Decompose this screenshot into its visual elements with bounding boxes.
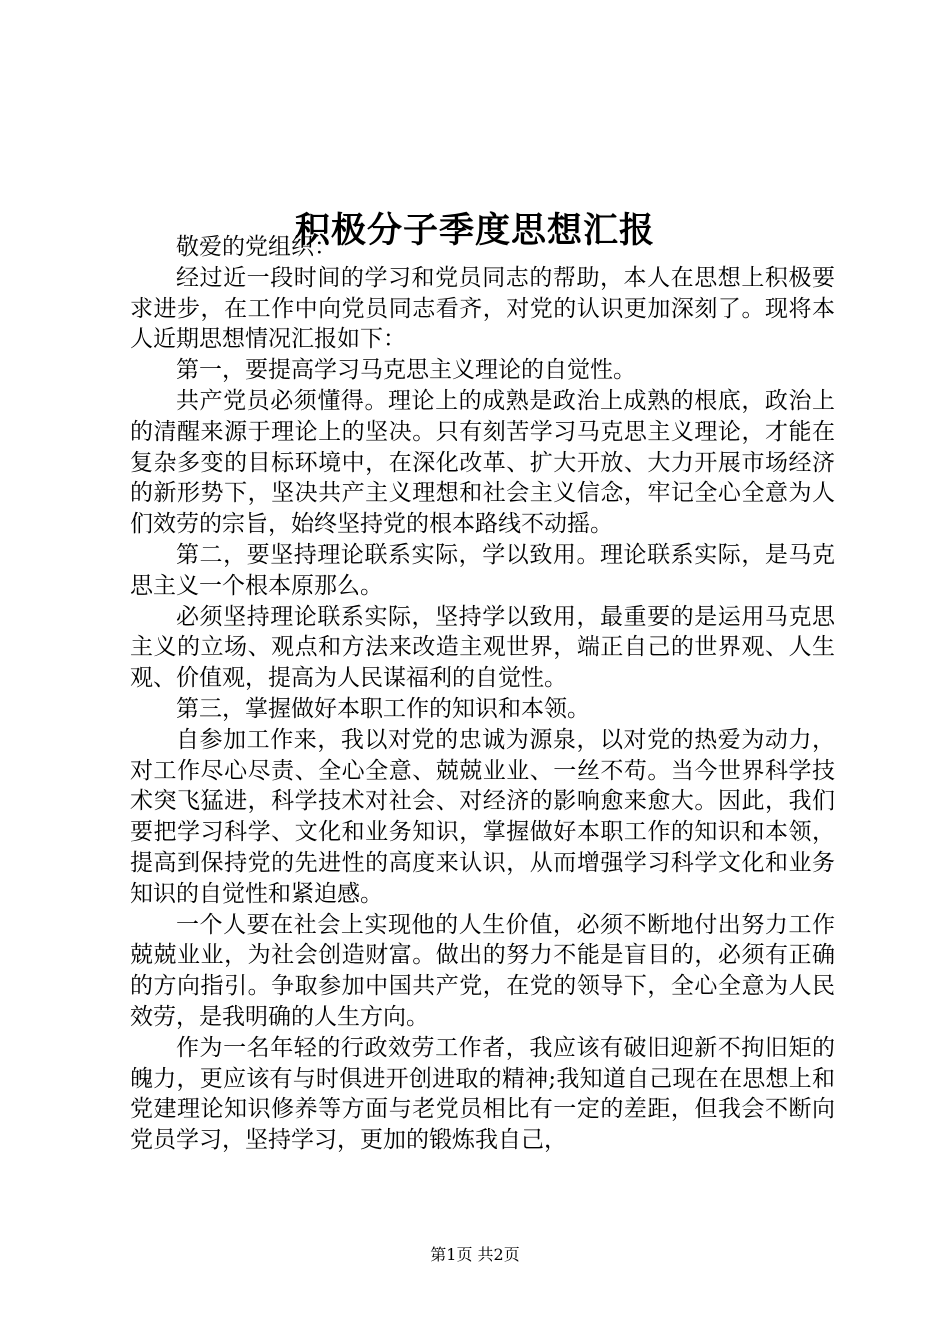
- page-footer: 第1页 共2页: [430, 1245, 520, 1264]
- section-heading: 第二，要坚持理论联系实际，学以致用。理论联系实际，是马克思主义一个根本原那么。: [130, 541, 835, 599]
- section-heading: 第三，掌握做好本职工作的知识和本领。: [176, 695, 590, 722]
- paragraph: 经过近一段时间的学习和党员同志的帮助，本人在思想上积极要求进步，在工作中向党员同志看齐，对党的认识更加深刻了。现将本人近期思想情况汇报如下：: [130, 264, 835, 353]
- paragraph: 必须坚持理论联系实际，坚持学以致用，最重要的是运用马克思主义的立场、观点和方法来改造主观世界，端正自己的世界观、人生观、价值观，提高为人民谋福利的自觉性。: [130, 603, 835, 692]
- paragraph: 自参加工作来，我以对党的忠诚为源泉，以对党的热爱为动力，对工作尽心尽责、全心全意、兢兢业业、一丝不苟。当今世界科学技术突飞猛进，科学技术对社会、对经济的影响愈来愈大。因此，我们要把学习科学、文化和业务知识，掌握做好本职工作的知识和本领，提高到保持党的先进性的高度来认识，从而增强学习科学文化和业务知识的自觉性和紧迫感。: [130, 726, 835, 907]
- paragraph: 作为一名年轻的行政效劳工作者，我应该有破旧迎新不拘旧矩的魄力，更应该有与时俱进开创进取的精神;我知道自己现在在思想上和党建理论知识修养等方面与老党员相比有一定的差距，但我会不断向党员学习，坚持学习，更加的锻炼我自己，: [130, 1034, 835, 1154]
- document-title: 积极分子季度思想汇报: [294, 210, 655, 252]
- document-body: [130, 232, 835, 1156]
- section-heading: 第一，要提高学习马克思主义理论的自觉性。: [176, 357, 636, 384]
- paragraph: 共产党员必须懂得。理论上的成熟是政治上成熟的根底，政治上的清醒来源于理论上的坚决。只有刻苦学习马克思主义理论，才能在复杂多变的目标环境中，在深化改革、扩大开放、大力开展市场经济的新形势下，坚决共产主义理想和社会主义信念，牢记全心全意为人们效劳的宗旨，始终坚持党的根本路线不动摇。: [130, 387, 835, 538]
- paragraph: 一个人要在社会上实现他的人生价值，必须不断地付出努力工作兢兢业业，为社会创造财富。做出的努力不能是盲目的，必须有正确的方向指引。争取参加中国共产党，在党的领导下，全心全意为人民效劳，是我明确的人生方向。: [130, 911, 835, 1030]
- salutation: 敬爱的党组织：: [176, 234, 337, 260]
